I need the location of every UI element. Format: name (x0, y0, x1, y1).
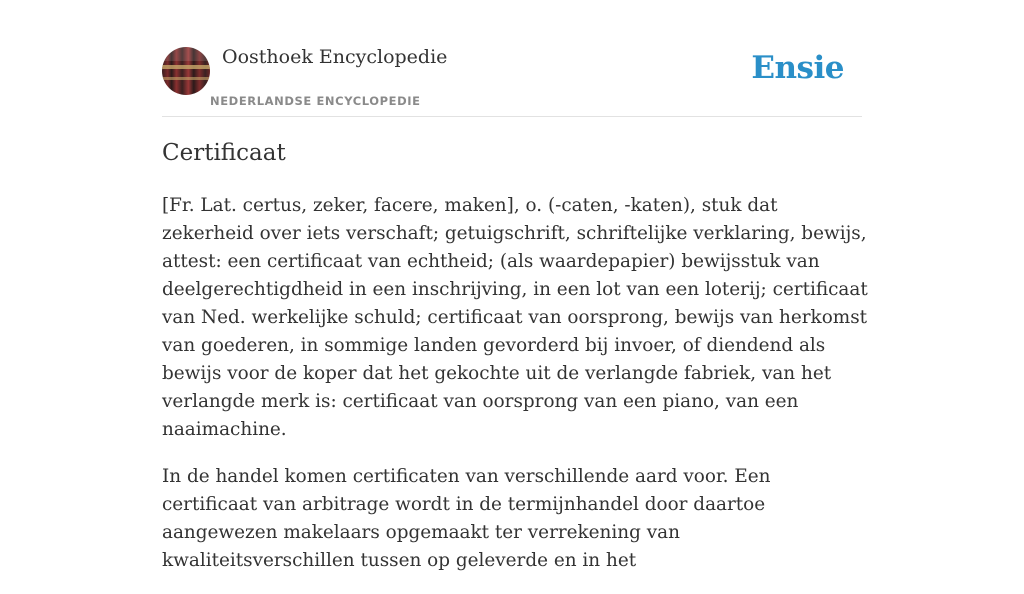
site-header (162, 44, 862, 117)
article-paragraph: In de handel komen certificaten van verschillende aard voor. Een certificaat van arbitrage wordt in de termijnhandel door daartoe aangewezen makelaars opgemaakt ter verrekening van kwaliteitsverschillen tussen op geleverde en in het (162, 466, 771, 571)
article-title: Certificaat (162, 140, 286, 166)
logo-highlight (162, 47, 210, 61)
article-body (162, 192, 868, 594)
encyclopedia-logo[interactable] (162, 47, 210, 95)
site-subtitle: NEDERLANDSE ENCYCLOPEDIE (210, 94, 421, 108)
site-title[interactable]: Oosthoek Encyclopedie (222, 46, 448, 68)
logo-book-band (162, 77, 210, 80)
article-paragraph: [Fr. Lat. certus, zeker, facere, maken], o. (-caten, -katen), stuk dat zekerheid over iets verschaft; getuigschrift, schriftelijke verklaring, bewijs, attest: een certificaat van echtheid; (als waardepapier) bewijsstuk van deelgerechtigdheid in een inschrijving, in een lot van een loterij; certificaat van Ned. werkelijke schuld; certificaat van oorsprong, bewijs van herkomst van goederen, in sommige landen gevorderd bij invoer, of diendend als bewijs voor de koper dat het gekochte uit de verlangde fabriek, van het verlangde merk is: certificaat van oorsprong van een piano, van een naaimachine. (162, 195, 868, 440)
brand-logo-link[interactable]: Ensie (751, 50, 844, 86)
logo-book-band (162, 65, 210, 69)
